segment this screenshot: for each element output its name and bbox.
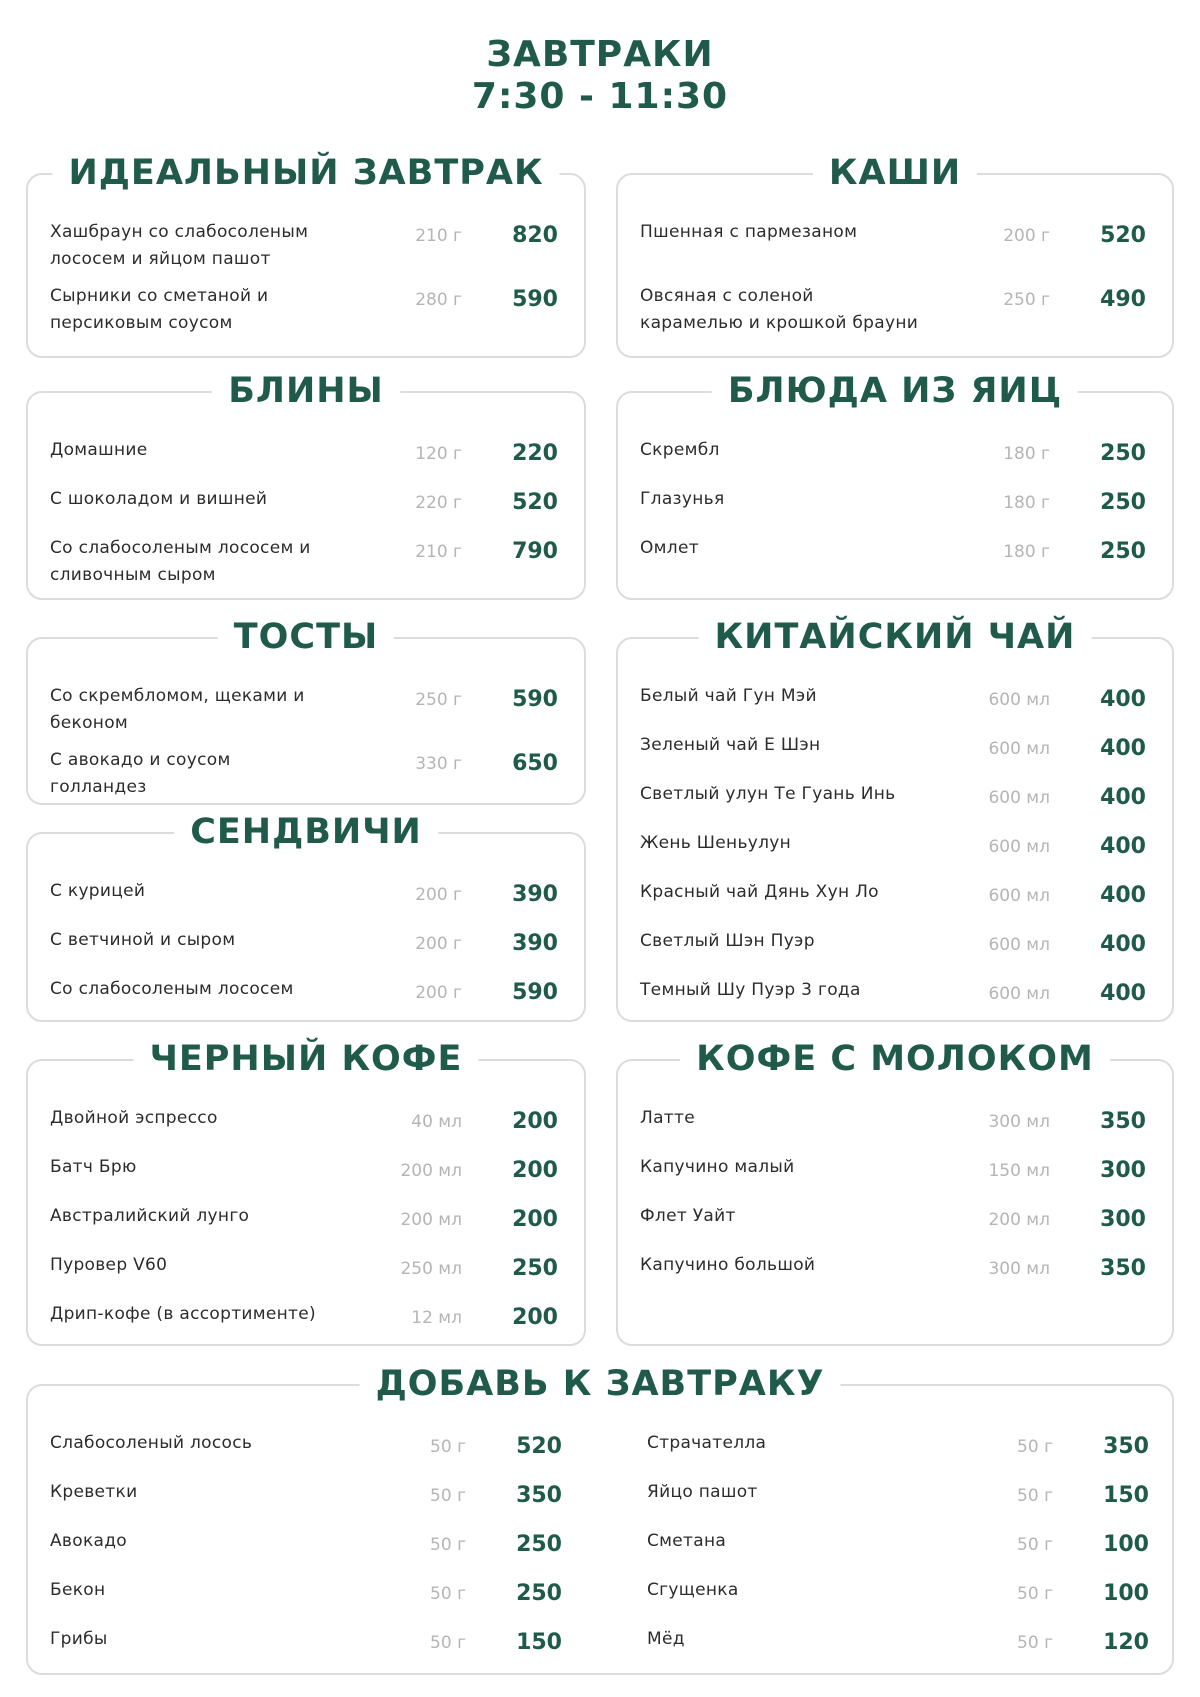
menu-item-weight: 600 мл: [988, 690, 1050, 710]
menu-item-name: Со слабосоленым лососем: [50, 979, 294, 999]
menu-item-price: 350: [516, 1483, 562, 1508]
menu-item: [640, 928, 1150, 982]
section-title: БЛИНЫ: [212, 367, 400, 415]
menu-item-name: Жень Шеньулун: [640, 833, 792, 853]
menu-item: [50, 927, 562, 981]
menu-item: [50, 1577, 566, 1631]
menu-item-weight: 12 мл: [411, 1308, 462, 1328]
menu-item: [640, 732, 1150, 786]
menu-item: [50, 1479, 566, 1533]
menu-item-name: Мёд: [647, 1629, 685, 1649]
menu-item-price: 150: [1103, 1483, 1149, 1508]
menu-item-price: 400: [1100, 834, 1146, 859]
menu-item-weight: 220 г: [415, 493, 462, 513]
menu-item: [50, 1528, 566, 1582]
menu-item-weight: 50 г: [1017, 1633, 1053, 1653]
menu-item-name: Хашбраун со слабосоленым лососем и яйцом пашот: [50, 222, 309, 269]
menu-item-weight: 200 г: [415, 983, 462, 1003]
menu-item-price: 120: [1103, 1630, 1149, 1655]
menu-item-weight: 50 г: [430, 1486, 466, 1506]
section-egg-dishes: [616, 371, 1174, 600]
menu-item-price: 250: [512, 1256, 558, 1281]
menu-item: [50, 683, 562, 737]
menu-item: [640, 781, 1150, 835]
menu-item: [647, 1430, 1153, 1484]
menu-item-name: Сметана: [647, 1531, 727, 1551]
section-title: КАШИ: [813, 149, 977, 197]
menu-item-name: Авокадо: [50, 1531, 127, 1551]
menu-item-name: Светлый улун Те Гуань Инь: [640, 784, 896, 804]
menu-item-price: 400: [1100, 981, 1146, 1006]
menu-item: [647, 1528, 1153, 1582]
menu-item-price: 100: [1103, 1581, 1149, 1606]
menu-item-price: 400: [1100, 932, 1146, 957]
menu-item-name: Креветки: [50, 1482, 138, 1502]
menu-item-weight: 150 мл: [988, 1161, 1050, 1181]
section-title: ИДЕАЛЬНЫЙ ЗАВТРАК: [52, 149, 559, 197]
menu-item: [640, 977, 1150, 1031]
menu-item-weight: 200 мл: [988, 1210, 1050, 1230]
menu-item: [640, 1203, 1150, 1257]
menu-item: [50, 219, 562, 273]
section-black-coffee: [26, 1039, 586, 1346]
menu-item-price: 400: [1100, 736, 1146, 761]
menu-item-name: Овсяная с соленой карамелью и крошкой брауни: [640, 286, 919, 333]
menu-item-price: 350: [1103, 1434, 1149, 1459]
menu-item-price: 250: [1100, 539, 1146, 564]
menu-item: [640, 1105, 1150, 1159]
menu-item-price: 350: [1100, 1109, 1146, 1134]
menu-item: [640, 683, 1150, 737]
menu-item-price: 590: [512, 287, 558, 312]
menu-item-name: Батч Брю: [50, 1157, 137, 1177]
section-title: ТОСТЫ: [218, 613, 394, 661]
section-title: СЕНДВИЧИ: [174, 808, 438, 856]
menu-item-name: Пшенная с пармезаном: [640, 222, 858, 242]
menu-item-name: Со скрембломом, щеками и беконом: [50, 686, 305, 733]
section-chinese-tea: [616, 617, 1174, 1022]
menu-item: [50, 747, 562, 801]
menu-item: [647, 1626, 1153, 1680]
menu-item-price: 200: [512, 1305, 558, 1330]
section-title: КИТАЙСКИЙ ЧАЙ: [699, 613, 1092, 661]
menu-item: [50, 1430, 566, 1484]
menu-item-name: Со слабосоленым лососем и сливочным сыром: [50, 538, 311, 585]
menu-item: [50, 1105, 562, 1159]
menu-item-price: 400: [1100, 687, 1146, 712]
menu-item: [50, 878, 562, 932]
menu-item-name: Дрип-кофе (в ассортименте): [50, 1304, 316, 1324]
menu-item-price: 650: [512, 751, 558, 776]
menu-item-name: Бекон: [50, 1580, 106, 1600]
menu-item-price: 400: [1100, 785, 1146, 810]
menu-item-price: 390: [512, 882, 558, 907]
menu-item-price: 590: [512, 980, 558, 1005]
menu-item-weight: 40 мл: [411, 1112, 462, 1132]
menu-item-weight: 50 г: [430, 1584, 466, 1604]
menu-item-name: Капучино малый: [640, 1157, 795, 1177]
menu-item: [50, 1626, 566, 1680]
menu-item: [50, 437, 562, 491]
menu-item-price: 300: [1100, 1158, 1146, 1183]
menu-item-name: Глазунья: [640, 489, 725, 509]
menu-item-name: С ветчиной и сыром: [50, 930, 236, 950]
menu-item-price: 200: [512, 1158, 558, 1183]
menu-item-name: Страчателла: [647, 1433, 767, 1453]
menu-item-weight: 600 мл: [988, 984, 1050, 1004]
menu-item: [640, 486, 1150, 540]
menu-item: [50, 1252, 562, 1306]
menu-item: [50, 1203, 562, 1257]
menu-item-price: 350: [1100, 1256, 1146, 1281]
section-pancakes: [26, 371, 586, 600]
menu-item-weight: 600 мл: [988, 837, 1050, 857]
menu-item-name: Зеленый чай Е Шэн: [640, 735, 821, 755]
menu-item-name: Светлый Шэн Пуэр: [640, 931, 815, 951]
menu-item-name: Грибы: [50, 1629, 108, 1649]
menu-item-weight: 200 г: [415, 934, 462, 954]
menu-item-weight: 600 мл: [988, 788, 1050, 808]
menu-item-price: 100: [1103, 1532, 1149, 1557]
menu-item-price: 400: [1100, 883, 1146, 908]
menu-item-price: 590: [512, 687, 558, 712]
menu-item-name: С курицей: [50, 881, 146, 901]
menu-item: [50, 976, 562, 1030]
menu-item: [50, 535, 562, 589]
menu-item-weight: 210 г: [415, 226, 462, 246]
menu-item-price: 250: [1100, 490, 1146, 515]
menu-item-price: 250: [1100, 441, 1146, 466]
menu-item-name: Сырники со сметаной и персиковым соусом: [50, 286, 269, 333]
menu-item-name: С шоколадом и вишней: [50, 489, 268, 509]
menu-item-name: Латте: [640, 1108, 695, 1128]
menu-item-name: Двойной эспрессо: [50, 1108, 218, 1128]
section-coffee-with-milk: [616, 1039, 1174, 1346]
menu-item-weight: 120 г: [415, 444, 462, 464]
menu-item: [640, 283, 1150, 337]
menu-item-name: Пуровер V60: [50, 1255, 168, 1275]
menu-item: [640, 879, 1150, 933]
page-title-hours: 7:30 - 11:30: [471, 76, 729, 117]
menu-item-price: 490: [1100, 287, 1146, 312]
menu-item-name: Австралийский лунго: [50, 1206, 250, 1226]
menu-item-weight: 200 г: [1003, 226, 1050, 246]
menu-item-weight: 50 г: [1017, 1437, 1053, 1457]
menu-item-weight: 50 г: [1017, 1535, 1053, 1555]
menu-item-weight: 250 мл: [400, 1259, 462, 1279]
menu-item-price: 220: [512, 441, 558, 466]
menu-item: [640, 219, 1150, 273]
menu-item: [50, 486, 562, 540]
menu-item-price: 300: [1100, 1207, 1146, 1232]
menu-item-name: Омлет: [640, 538, 699, 558]
menu-item: [50, 1301, 562, 1355]
menu-item: [640, 1252, 1150, 1306]
menu-item-name: Сгущенка: [647, 1580, 739, 1600]
menu-item: [647, 1577, 1153, 1631]
section-sandwiches: [26, 812, 586, 1022]
menu-item-price: 520: [1100, 223, 1146, 248]
menu-item-name: Белый чай Гун Мэй: [640, 686, 817, 706]
menu-item-name: Флет Уайт: [640, 1206, 736, 1226]
menu-item-weight: 600 мл: [988, 739, 1050, 759]
menu-item-weight: 180 г: [1003, 542, 1050, 562]
menu-item-weight: 250 г: [1003, 290, 1050, 310]
section-title: ДОБАВЬ К ЗАВТРАКУ: [360, 1360, 841, 1408]
menu-item-weight: 330 г: [415, 754, 462, 774]
menu-item-weight: 50 г: [1017, 1584, 1053, 1604]
section-porridge: [616, 153, 1174, 358]
menu-item-price: 200: [512, 1109, 558, 1134]
menu-item-weight: 180 г: [1003, 444, 1050, 464]
menu-item-price: 200: [512, 1207, 558, 1232]
menu-item-weight: 50 г: [1017, 1486, 1053, 1506]
menu-item-price: 250: [516, 1532, 562, 1557]
menu-item-price: 820: [512, 223, 558, 248]
menu-item-weight: 200 г: [415, 885, 462, 905]
menu-item-weight: 180 г: [1003, 493, 1050, 513]
menu-item: [50, 1154, 562, 1208]
menu-item-name: Красный чай Дянь Хун Ло: [640, 882, 879, 902]
menu-item-weight: 210 г: [415, 542, 462, 562]
menu-item-price: 390: [512, 931, 558, 956]
menu-item: [640, 1154, 1150, 1208]
menu-item-name: С авокадо и соусом голландез: [50, 750, 231, 797]
menu-item-name: Яйцо пашот: [647, 1482, 758, 1502]
page-title: [0, 34, 1200, 118]
menu-item-weight: 280 г: [415, 290, 462, 310]
page-title-main: ЗАВТРАКИ: [486, 34, 714, 75]
menu-item-name: Слабосоленый лосось: [50, 1433, 253, 1453]
menu-item-weight: 50 г: [430, 1437, 466, 1457]
menu-item-price: 520: [516, 1434, 562, 1459]
section-title: КОФЕ С МОЛОКОМ: [680, 1035, 1110, 1083]
menu-item: [640, 830, 1150, 884]
menu-item: [50, 283, 562, 337]
section-title: БЛЮДА ИЗ ЯИЦ: [712, 367, 1078, 415]
menu-item-weight: 300 мл: [988, 1259, 1050, 1279]
menu-item-name: Скрембл: [640, 440, 720, 460]
menu-item-name: Капучино большой: [640, 1255, 816, 1275]
menu-item-name: Домашние: [50, 440, 148, 460]
menu-item-price: 250: [516, 1581, 562, 1606]
menu-item-weight: 50 г: [430, 1535, 466, 1555]
section-ideal-breakfast: [26, 153, 586, 358]
section-breakfast-addons: [26, 1364, 1174, 1675]
menu-item-weight: 200 мл: [400, 1210, 462, 1230]
menu-item-name: Темный Шу Пуэр 3 года: [640, 980, 861, 1000]
menu-item-price: 790: [512, 539, 558, 564]
menu-item-weight: 600 мл: [988, 886, 1050, 906]
section-title: ЧЕРНЫЙ КОФЕ: [134, 1035, 479, 1083]
menu-item-price: 520: [512, 490, 558, 515]
menu-item: [647, 1479, 1153, 1533]
menu-item-weight: 250 г: [415, 690, 462, 710]
menu-item-weight: 50 г: [430, 1633, 466, 1653]
menu-item-weight: 300 мл: [988, 1112, 1050, 1132]
menu-item-weight: 200 мл: [400, 1161, 462, 1181]
menu-item-price: 150: [516, 1630, 562, 1655]
menu-item: [640, 437, 1150, 491]
menu-item-weight: 600 мл: [988, 935, 1050, 955]
menu-item: [640, 535, 1150, 589]
section-toasts: [26, 617, 586, 805]
